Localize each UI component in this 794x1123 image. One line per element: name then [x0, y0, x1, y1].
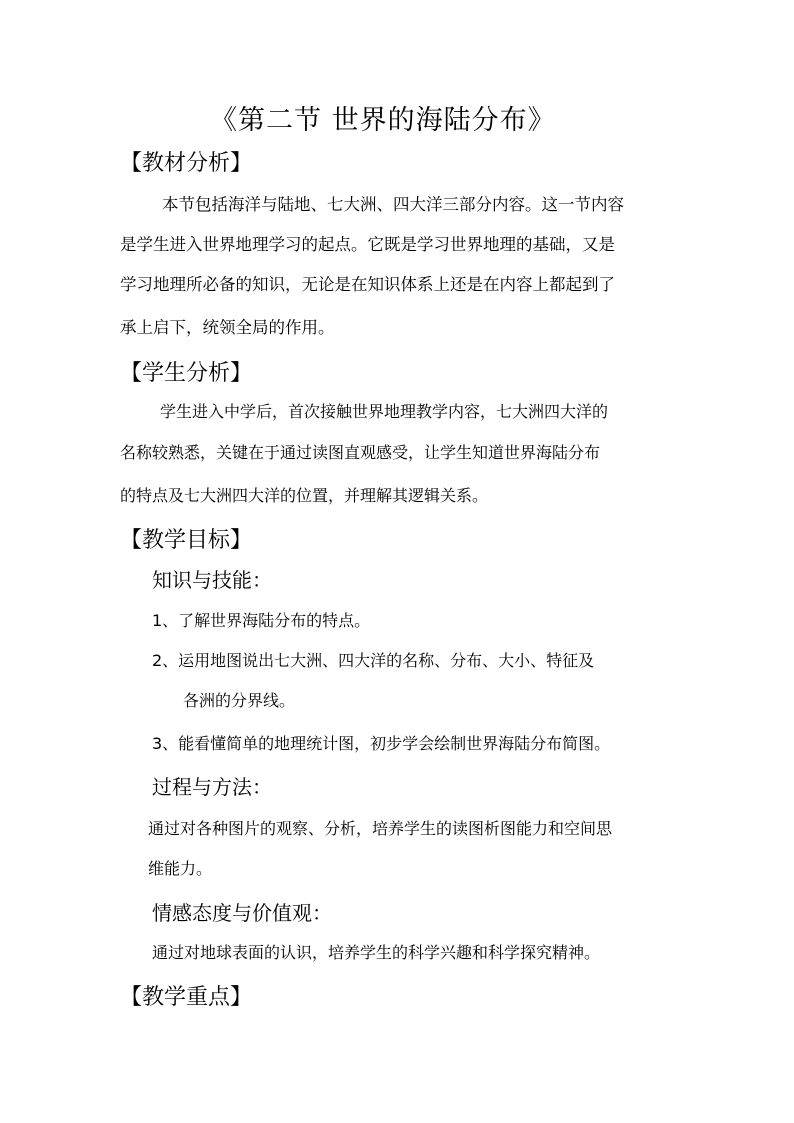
page-title: 《第二节 世界的海陆分布》 [210, 105, 556, 136]
section-heading-textbook: 【教材分析】 [120, 151, 253, 176]
paragraph-line: 是学生进入世界地理学习的起点。它既是学习世界地理的基础，又是 [120, 235, 615, 254]
paragraph-line: 通过对各种图片的观察、分析，培养学生的读图析图能力和空间思 [148, 819, 613, 838]
list-item: 各洲的分界线。 [183, 691, 296, 710]
section-heading-goals: 【教学目标】 [120, 528, 253, 553]
paragraph-line: 学习地理所必备的知识，无论是在知识体系上还是在内容上都起到了 [120, 275, 615, 294]
list-item: 3、能看懂简单的地理统计图，初步学会绘制世界海陆分布简图。 [152, 734, 611, 753]
subheading-process: 过程与方法： [152, 775, 272, 799]
list-item: 2、运用地图说出七大洲、四大洋的名称、分布、大小、特征及 [152, 651, 595, 670]
subheading-emotion: 情感态度与价值观： [152, 901, 332, 925]
subheading-knowledge: 知识与技能： [152, 568, 272, 592]
paragraph-line: 承上启下，统领全局的作用。 [120, 318, 335, 337]
paragraph-line: 名称较熟悉，关键在于通过读图直观感受，让学生知道世界海陆分布 [120, 443, 601, 462]
paragraph-line: 学生进入中学后，首次接触世界地理教学内容，七大洲四大洋的 [160, 402, 609, 421]
paragraph-line: 维能力。 [148, 859, 213, 878]
paragraph-line: 的特点及七大洲四大洋的位置，并理解其逻辑关系。 [120, 486, 489, 505]
paragraph-line: 本节包括海洋与陆地、七大洲、四大洋三部分内容。这一节内容 [162, 195, 624, 214]
section-heading-key-points: 【教学重点】 [120, 985, 253, 1010]
list-item: 1、了解世界海陆分布的特点。 [152, 611, 371, 630]
paragraph-line: 通过对地球表面的认识，培养学生的科学兴趣和科学探究精神。 [152, 943, 601, 962]
section-heading-student: 【学生分析】 [120, 361, 253, 386]
